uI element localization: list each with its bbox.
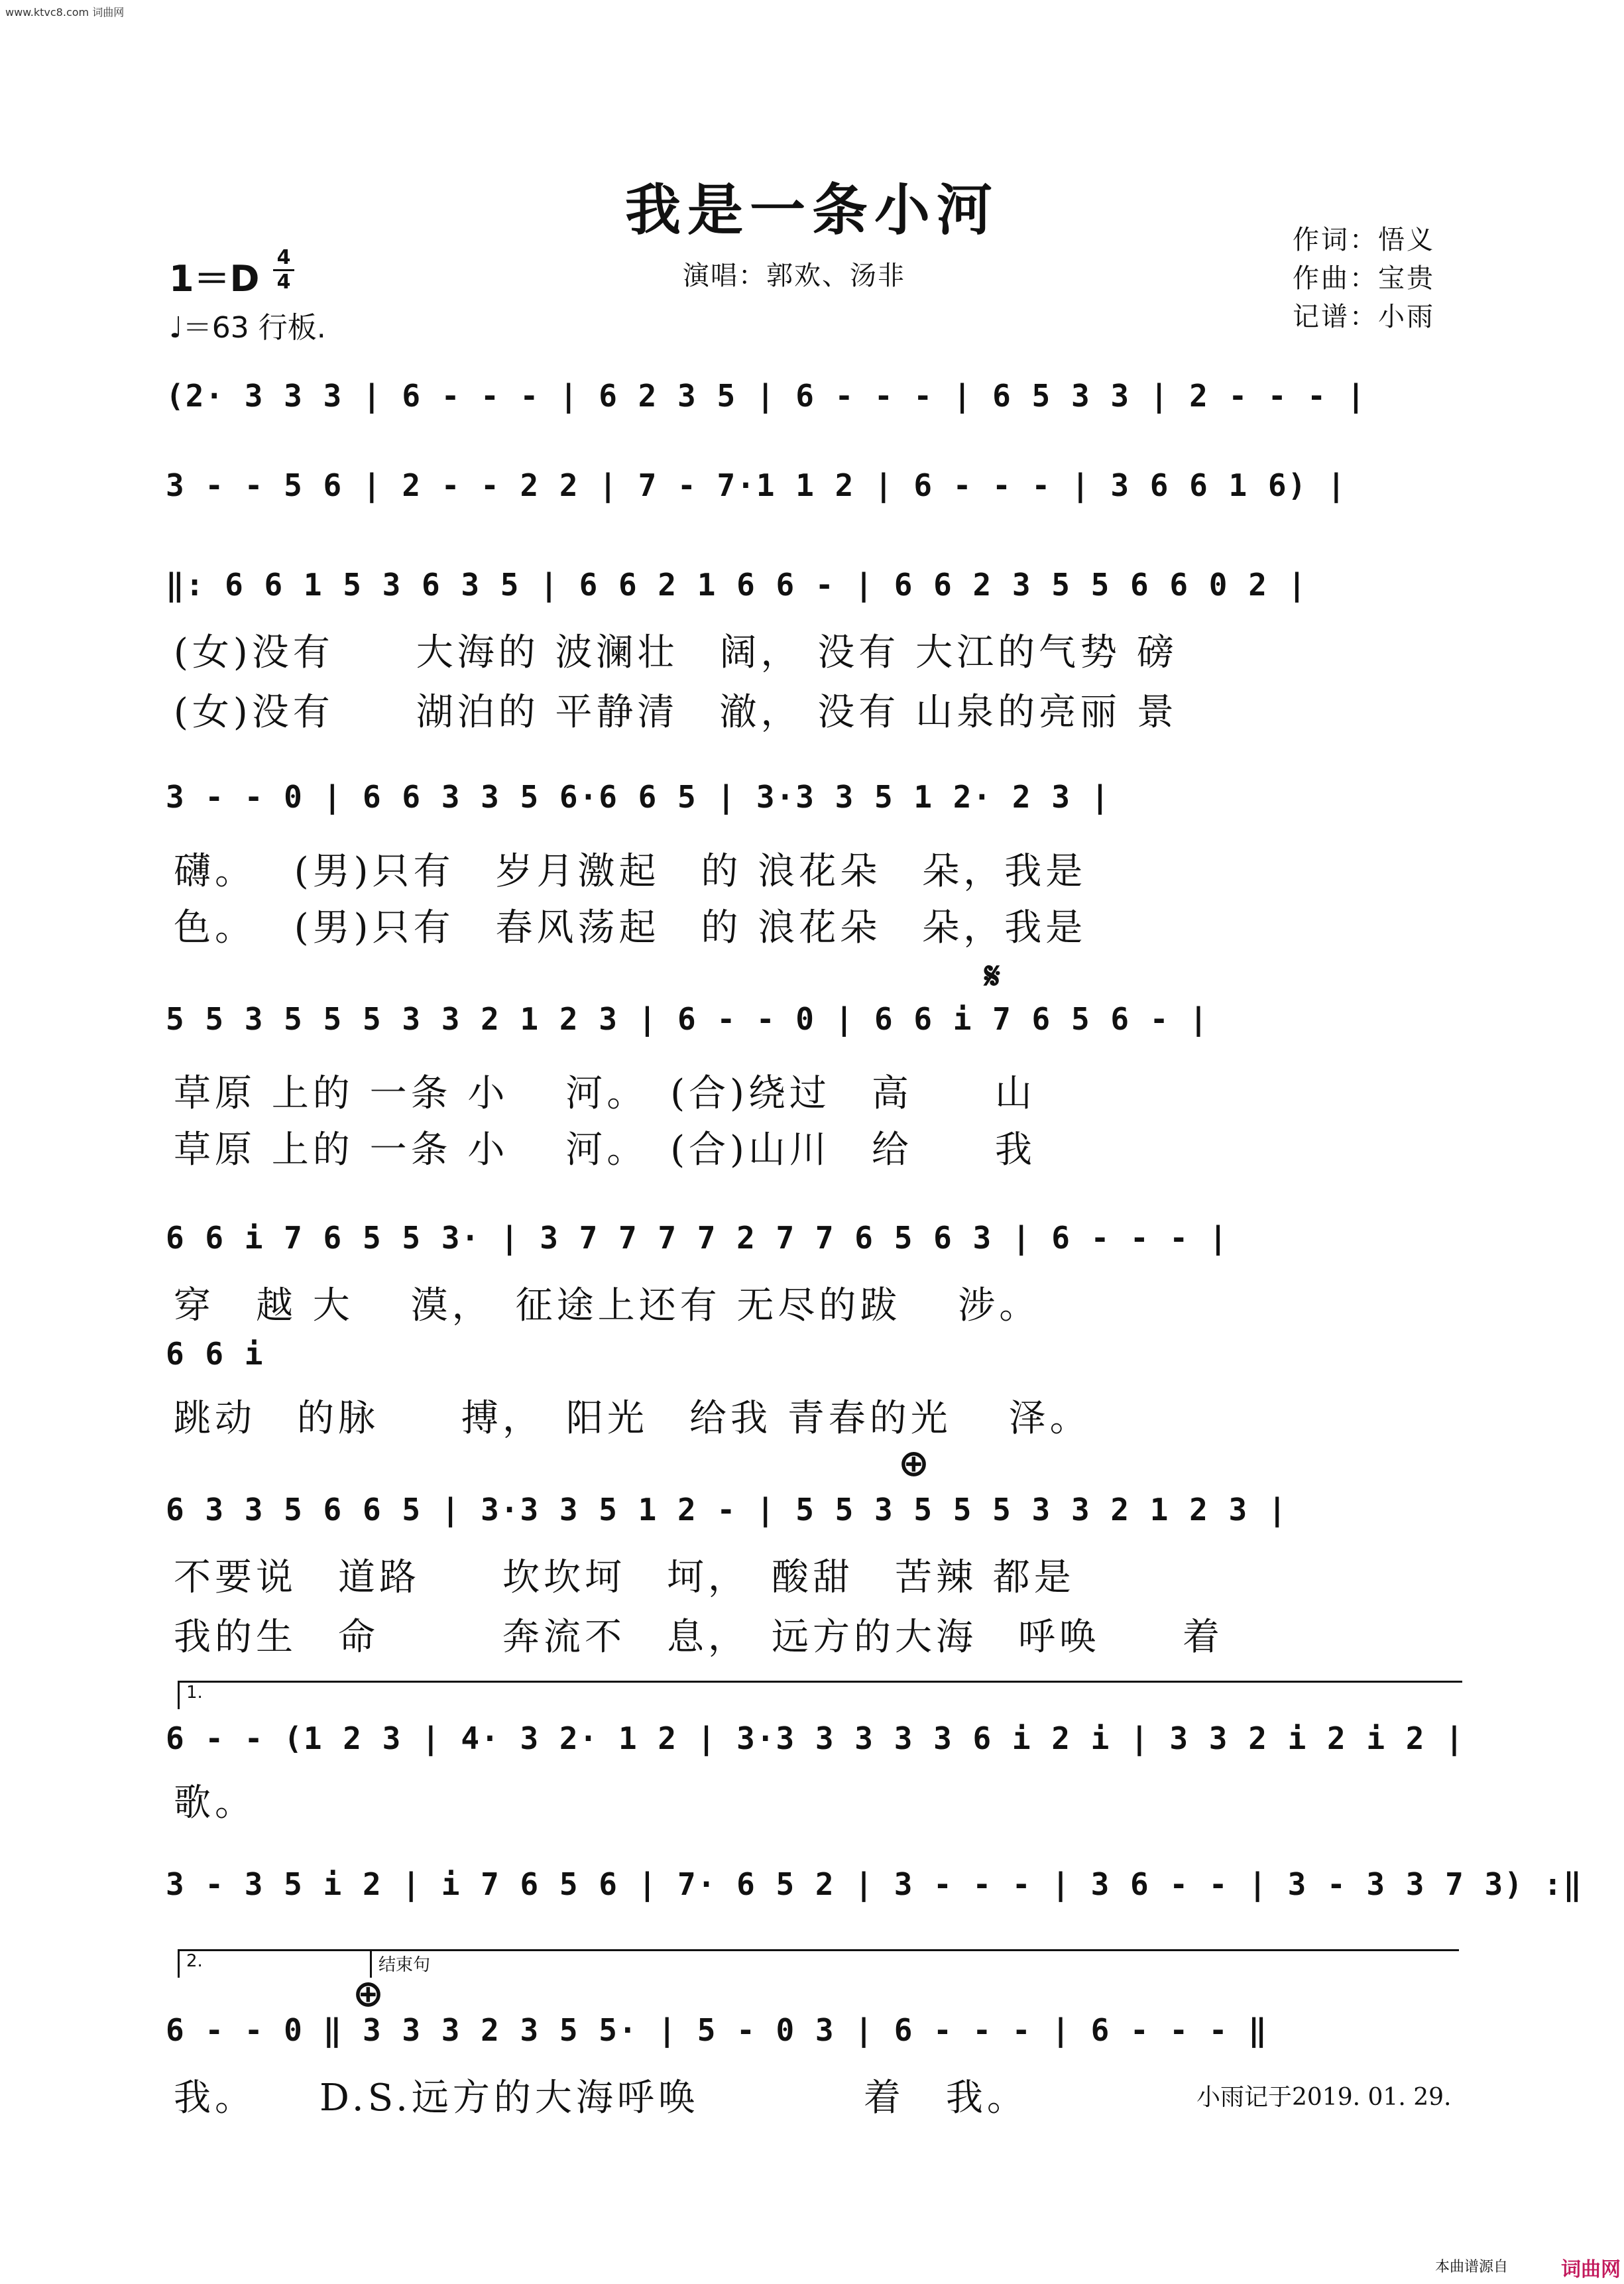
lyric-line-10: 我的生 命 奔流不 息， 远方的大海 呼唤 着 (174, 1616, 1224, 1659)
time-signature (270, 247, 297, 294)
transcriber-credit: 记谱：小雨 (1293, 302, 1435, 332)
lyricist-credit: 作词：悟义 (1293, 225, 1435, 255)
lyric-line-11: 歌。 (174, 1781, 256, 1825)
volta-1: 1. (178, 1681, 1462, 1709)
score-line-7: 6 3 3 5 6 6 5 | 3·3 3 5 1 2 - | 5 5 3 5 5 5 3 3 2 1 2 3 | (166, 1492, 1288, 1528)
lyric-line-5: 草原 上的 一条 小 河。 (合)绕过 高 山 (174, 1072, 1036, 1115)
lyric-line-3: 礴。 (男)只有 岁月激起 的 浪花朵 朵，我是 (174, 850, 1087, 893)
score-line-10: 6 - - 0 ‖ 3 3 3 2 3 5 5· | 5 - 0 3 | 6 - - - | 6 - - - ‖ (166, 2012, 1268, 2048)
score-line-alt: 6 6 i (166, 1336, 264, 1372)
site-url: www.ktvc8.com (5, 6, 89, 19)
lyric-line-9: 不要说 道路 坎坎坷 坷， 酸甜 苦辣 都是 (174, 1556, 1075, 1599)
lyric-line-7: 穿 越 大 漠， 征途上还有 无尽的跋 涉。 (174, 1284, 1041, 1327)
source-brand: 本曲谱源自 (1435, 2259, 1509, 2275)
lyric-line-1: (女)没有 大海的 波澜壮 阔， 没有 大江的气势 磅 (174, 631, 1178, 674)
right-watermark-strip (1608, 0, 1620, 2284)
time-sig-bottom: 4 (276, 270, 291, 294)
site-name: 词曲网 (92, 6, 125, 19)
score-line-6: 6 6 i 7 6 5 5 3· | 3 7 7 7 7 2 7 7 6 5 6 3 | 6 - - - | (166, 1220, 1229, 1256)
lyric-line-12: 我。 D.S.远方的大海呼唤 着 我。 (174, 2076, 1028, 2120)
segno-sign: 𝄋 (984, 955, 1001, 998)
site-header (5, 4, 124, 19)
composer-credit: 作曲：宝贵 (1293, 263, 1435, 294)
score-line-1: (2· 3 3 3 | 6 - - - | 6 2 3 5 | 6 - - - | 6 5 3 3 | 2 - - - | (166, 378, 1367, 414)
volta-2: 2. (178, 1949, 372, 1978)
lyric-line-6: 草原 上的 一条 小 河。 (合)山川 给 我 (174, 1128, 1036, 1172)
singers-credit: 演唱：郭欢、汤非 (683, 261, 905, 291)
lyric-line-2: (女)没有 湖泊的 平静清 澈， 没有 山泉的亮丽 景 (174, 691, 1178, 734)
transcription-date: 小雨记于2019. 01. 29. (1196, 2084, 1452, 2111)
time-sig-top: 4 (276, 246, 291, 269)
score-line-5: 5 5 3 5 5 5 3 3 2 1 2 3 | 6 - - 0 | 6 6 i 7 6 5 6 - | (166, 1001, 1209, 1037)
score-line-3: ‖: 6 6 1 5 3 6 3 5 | 6 6 2 1 6 6 - | 6 6 2 3 5 5 6 6 0 2 | (166, 567, 1308, 603)
score-line-2: 3 - - 5 6 | 2 - - 2 2 | 7 - 7·1 1 2 | 6 - - - | 3 6 6 1 6) | (166, 467, 1347, 503)
song-title: 我是一条小河 (624, 177, 999, 243)
key-signature: 1＝D (169, 258, 260, 300)
coda-sign-1: ⊕ (898, 1442, 929, 1485)
left-watermark-strip (4, 0, 16, 2284)
lyric-line-4: 色。 (男)只有 春风荡起 的 浪花朵 朵，我是 (174, 906, 1087, 949)
coda-sign-2: ⊕ (353, 1972, 384, 2015)
score-line-8: 6 - - (1 2 3 | 4· 3 2· 1 2 | 3·3 3 3 3 3 6 i 2 i | 3 3 2 i 2 i 2 | (166, 1720, 1465, 1756)
score-line-9: 3 - 3 5 i 2 | i 7 6 5 6 | 7· 6 5 2 | 3 - - - | 3 6 - - | 3 - 3 3 7 3) :‖ (166, 1866, 1583, 1902)
ending-phrase-bracket: 结束句 (370, 1949, 1459, 1978)
source-site-logo: 词曲网 (1561, 2258, 1621, 2281)
tempo-marking: ♩＝63 行板. (169, 311, 326, 345)
score-line-4: 3 - - 0 | 6 6 3 3 5 6·6 6 5 | 3·3 3 5 1 2· 2 3 | (166, 779, 1111, 815)
lyric-line-8: 跳动 的脉 搏， 阳光 给我 青春的光 泽。 (174, 1397, 1091, 1440)
